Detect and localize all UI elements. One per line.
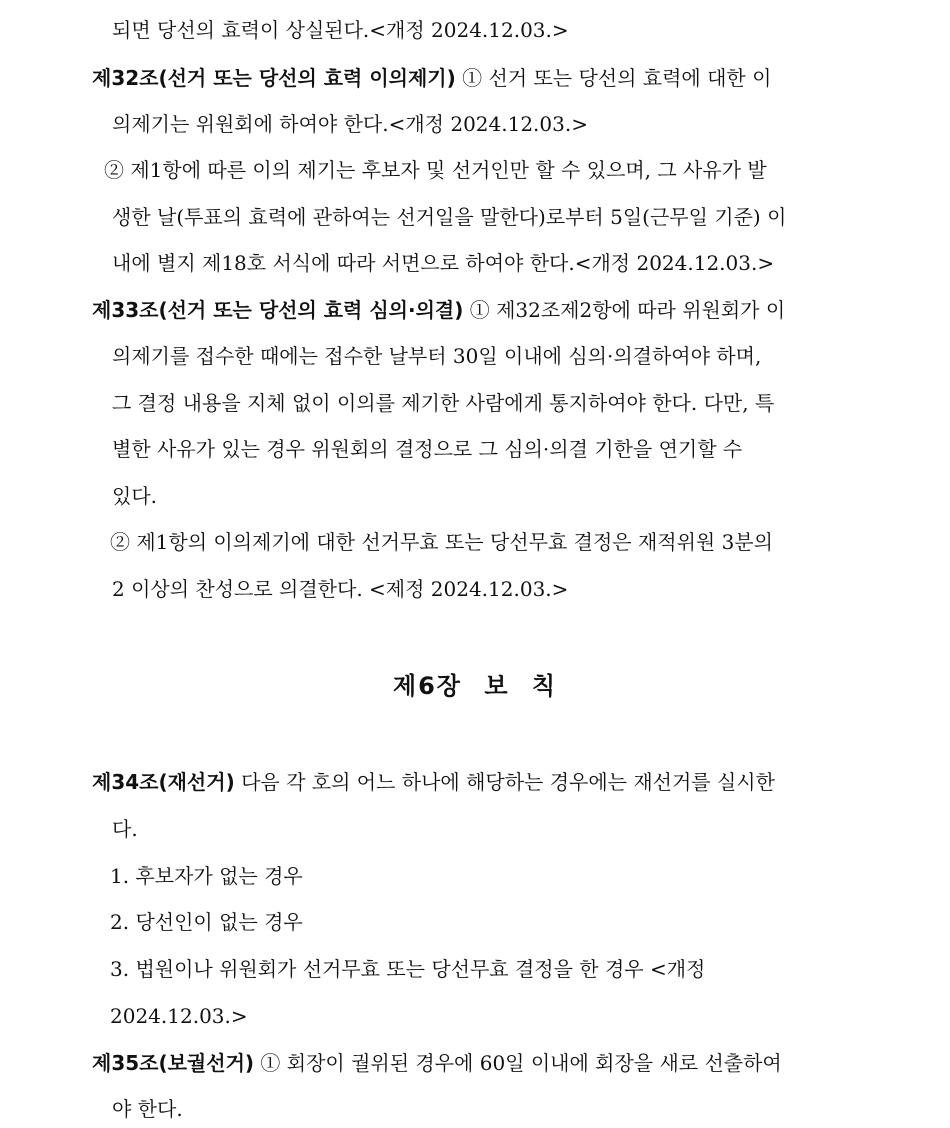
text-line: 되면 당선의 효력이 상실된다.<개정 2024.12.03.> <box>112 18 569 42</box>
text-line: 2024.12.03.> <box>110 1004 248 1028</box>
article-35-title: 제35조(보궐선거) <box>92 1051 255 1075</box>
text-line: ② 제1항의 이의제기에 대한 선거무효 또는 당선무효 결정은 재적위원 3분의 <box>110 530 773 554</box>
text-line: ① 제32조제2항에 따라 위원회가 이 <box>469 298 786 322</box>
article-33-line <box>92 296 857 324</box>
article-35-line <box>92 1049 857 1077</box>
list-item: 2. 당선인이 없는 경우 <box>110 910 303 934</box>
chapter-heading: 제6장 보 칙 <box>392 672 558 700</box>
text-line: 다음 각 호의 어느 하나에 해당하는 경우에는 재선거를 실시한 <box>241 770 775 794</box>
text-line: 다. <box>112 817 138 841</box>
text-line: 생한 날(투표의 효력에 관하여는 선거일을 말한다)로부터 5일(근무일 기준) 이 <box>112 205 787 229</box>
text-line: 의제기는 위원회에 하여야 한다.<개정 2024.12.03.> <box>112 112 588 136</box>
text-line: 별한 사유가 있는 경우 위원회의 결정으로 그 심의·의결 기한을 연기할 수 <box>112 437 743 461</box>
list-item: 3. 법원이나 위원회가 선거무효 또는 당선무효 결정을 한 경우 <개정 <box>110 957 706 981</box>
article-32-line <box>92 64 857 92</box>
text-line: ② 제1항에 따른 이의 제기는 후보자 및 선거인만 할 수 있으며, 그 사유가 발 <box>104 158 767 182</box>
text-line: 그 결정 내용을 지체 없이 이의를 제기한 사람에게 통지하여야 한다. 다만, 특 <box>112 391 775 415</box>
article-34-line <box>92 768 857 796</box>
list-item: 1. 후보자가 없는 경우 <box>110 864 303 888</box>
article-34-title: 제34조(재선거) <box>92 770 235 794</box>
text-line: 있다. <box>112 484 157 508</box>
article-33-title: 제33조(선거 또는 당선의 효력 심의·의결) <box>92 298 464 322</box>
text-line: ① 선거 또는 당선의 효력에 대한 이 <box>462 66 772 90</box>
text-line: 의제기를 접수한 때에는 접수한 날부터 30일 이내에 심의·의결하여야 하며, <box>112 344 762 368</box>
article-32-title: 제32조(선거 또는 당선의 효력 이의제기) <box>92 66 456 90</box>
text-line: 2 이상의 찬성으로 의결한다. <제정 2024.12.03.> <box>112 577 569 601</box>
text-line: 내에 별지 제18호 서식에 따라 서면으로 하여야 한다.<개정 2024.12.03.> <box>112 251 775 275</box>
text-line: 야 한다. <box>112 1097 183 1121</box>
text-line: ① 회장이 궐위된 경우에 60일 이내에 회장을 새로 선출하여 <box>260 1051 782 1075</box>
